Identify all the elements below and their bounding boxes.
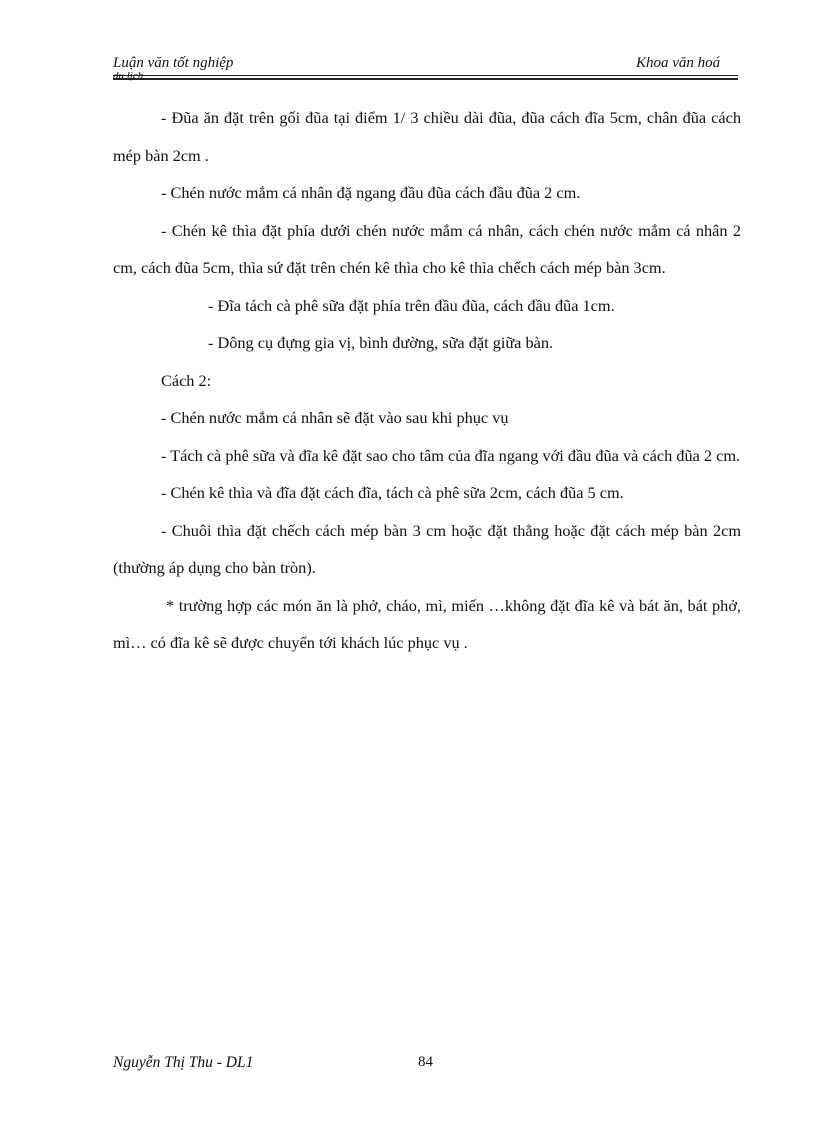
footer-author: Nguyễn Thị Thu - DL1 [113,1054,254,1071]
header-thesis-title: Luận văn tốt nghiệp [113,55,234,71]
body-text [113,99,741,662]
paragraph-spoon-handle: - Chuôi thìa đặt chếch cách mép bàn 3 cm hoặc đặt thẳng hoặc đặt cách mép bàn 2cm (thường áp dụng cho bàn tròn). [113,520,741,577]
paragraph-spoon-rest-2: - Chén kê thìa và đĩa đặt cách đĩa, tách cà phê sữa 2cm, cách đũa 5 cm. [161,483,624,502]
page-number: 84 [418,1054,433,1070]
paragraph-sauce-after-serving: - Chén nước mắm cá nhân sẽ đặt vào sau khi phục vụ [161,408,509,427]
paragraph-coffee-saucer: - Đĩa tách cà phê sữa đặt phía trên đầu đũa, cách đầu đũa 1cm. [208,295,615,315]
paragraph-condiments: - Dông cụ đựng gia vị, bình đường, sữa đặt giữa bàn. [208,333,554,352]
paragraph-chopsticks: - Đũa ăn đặt trên gối đũa tại điểm 1/ 3 chiều dài đũa, đũa cách đĩa 5cm, chân đũa cách mép bàn 2cm . [113,108,741,165]
paragraph-coffee-cup: - Tách cà phê sữa và đĩa kê đặt sao cho tâm của đĩa ngang với đầu đũa và cách đũa 2 cm. [161,445,741,465]
header-divider [113,75,738,80]
header-thesis-subtitle: du lịch [113,70,144,82]
header-department: Khoa văn hoá [636,55,721,71]
paragraph-note: * trường hợp các món ăn là phở, cháo, mì, miến …không đặt đĩa kê và bát ăn, bát phở, mì… có đĩa kê sẽ được chuyển tới khách lúc phục vụ . [113,595,741,652]
section-heading-method-2: Cách 2: [161,370,212,390]
paragraph-spoon-rest: - Chén kê thìa đặt phía dưới chén nước mắm cá nhân, cách chén nước mắm cá nhân 2 cm, cách đũa 5cm, thìa sứ đặt trên chén kê thìa cho kê thìa chếch cách mép bàn 3cm. [113,220,741,277]
paragraph-sauce-bowl: - Chén nước mắm cá nhân đặ ngang đầu đũa cách đầu đũa 2 cm. [161,183,581,202]
